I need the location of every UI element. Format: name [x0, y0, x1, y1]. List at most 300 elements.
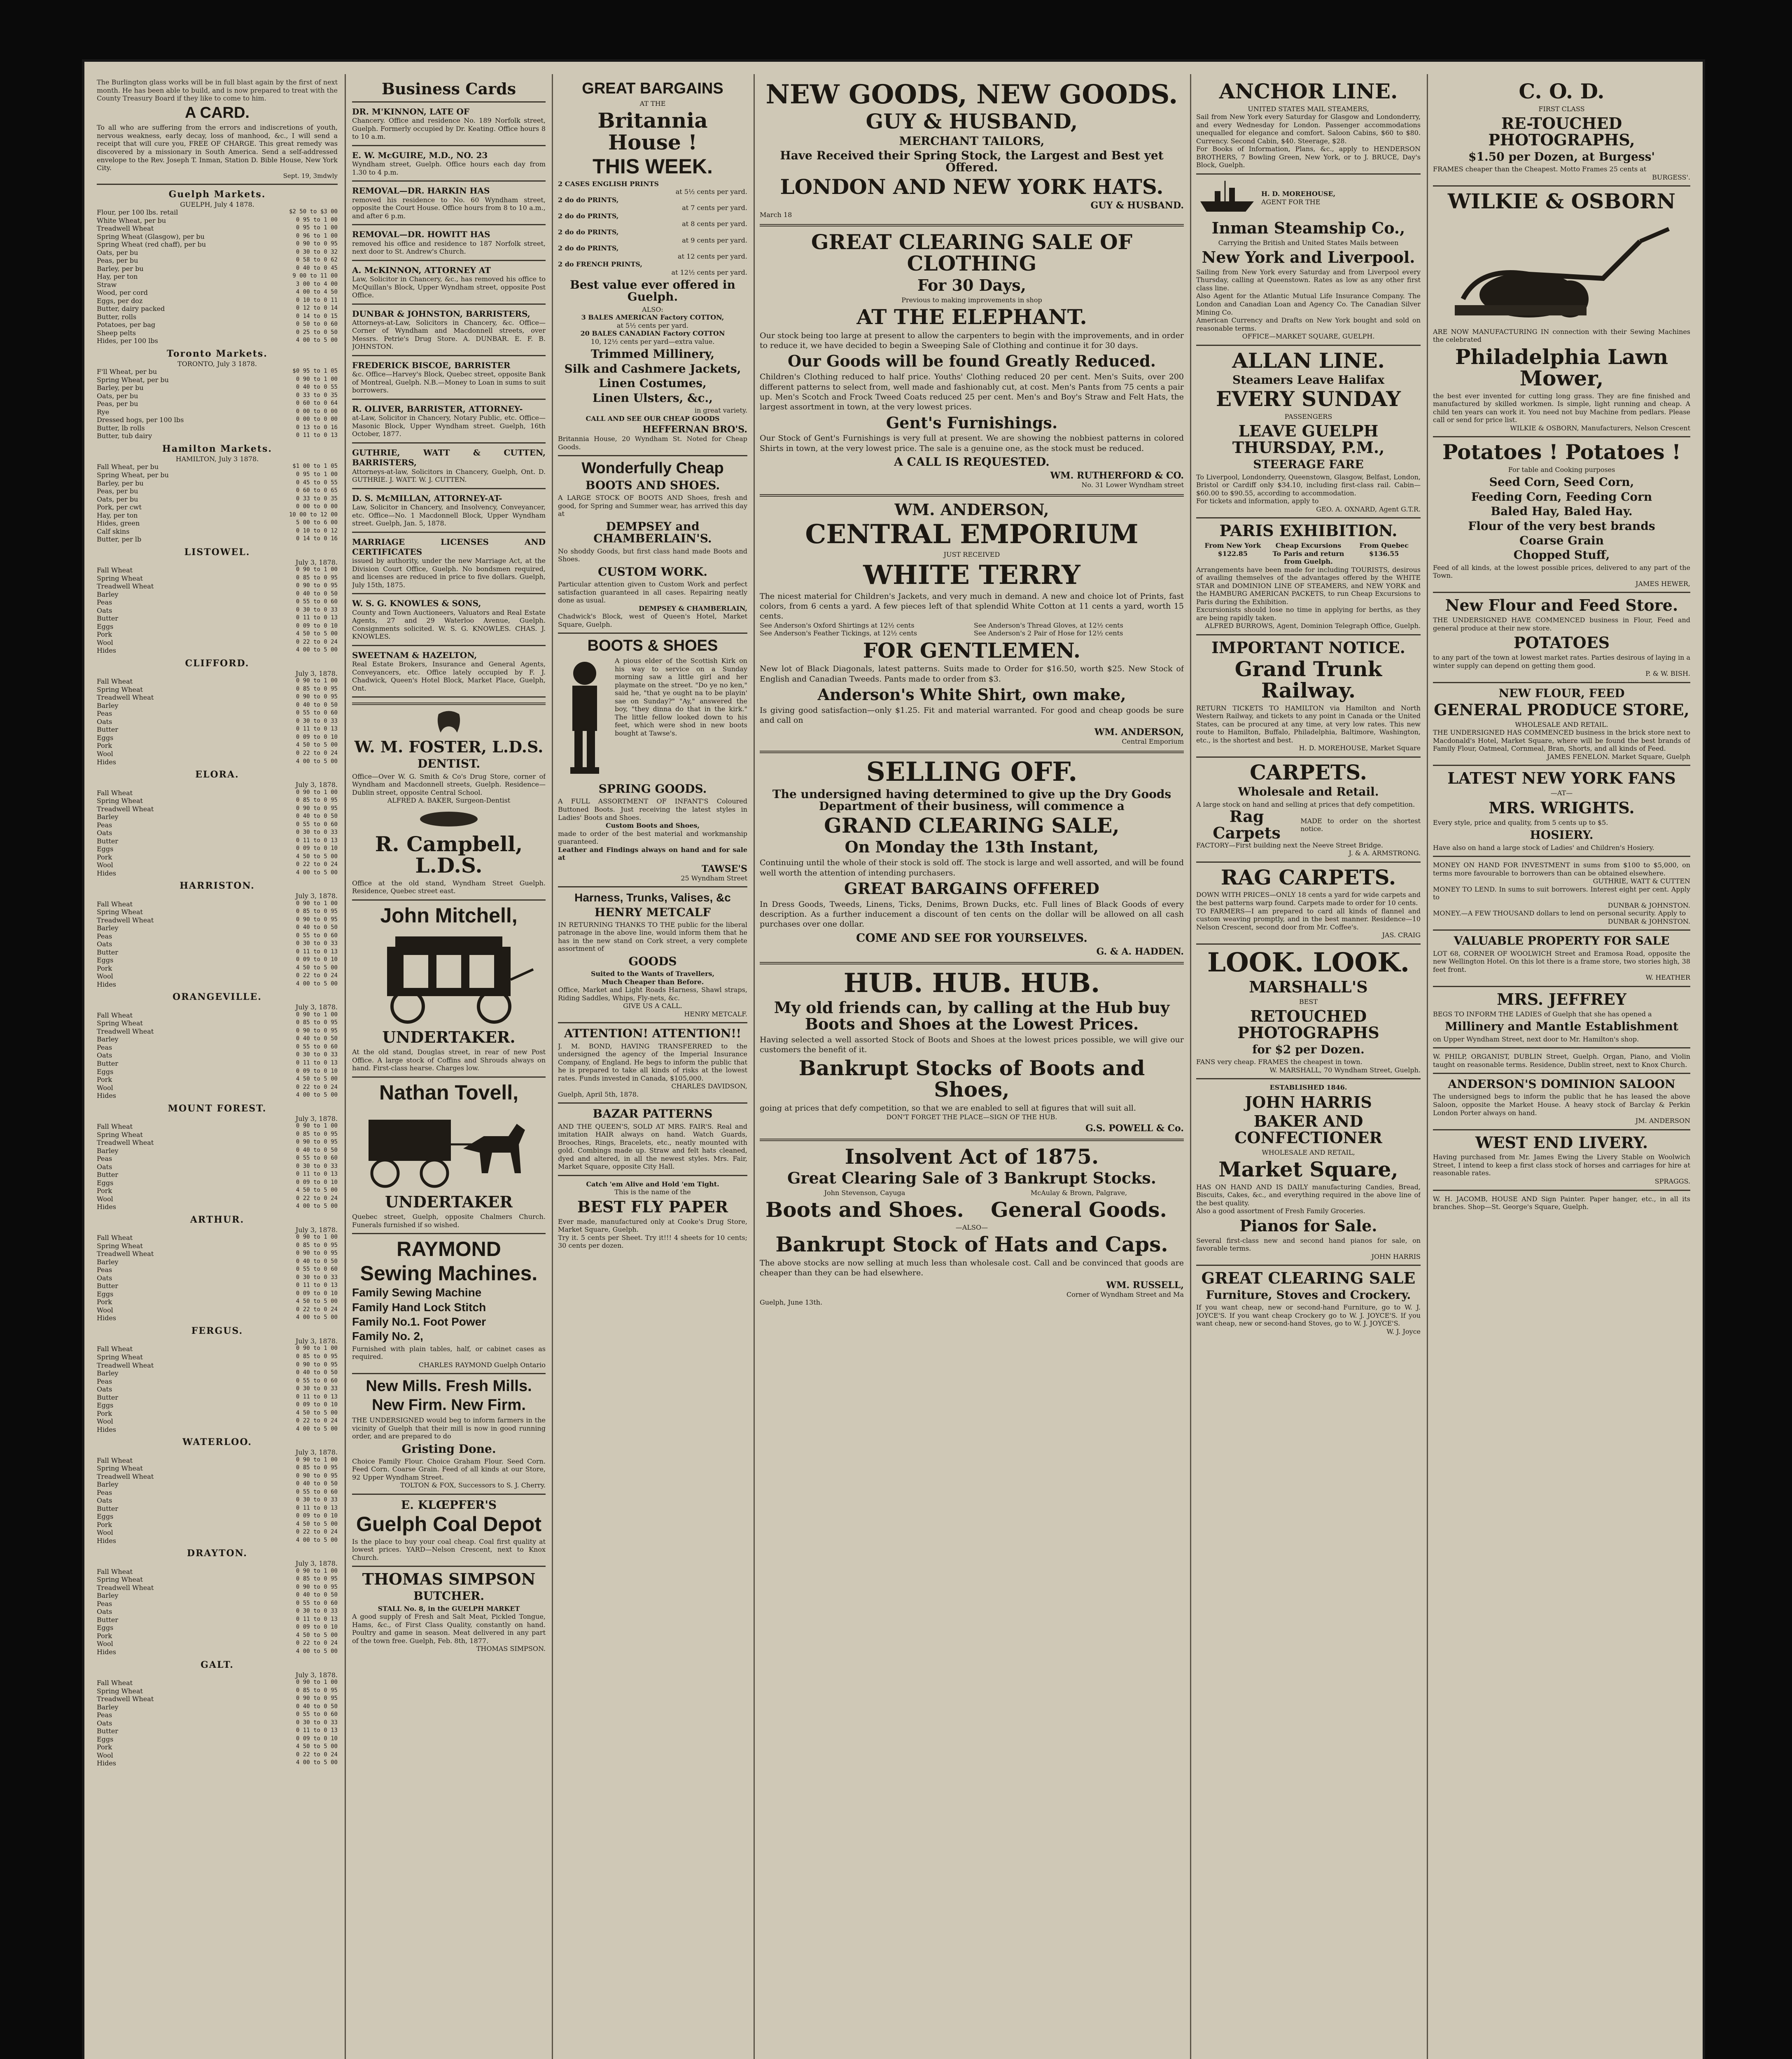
divider — [352, 399, 546, 400]
business-card-text: Wyndham street, Guelph. Office hours each day from 1.30 to 4 p.m. — [352, 160, 546, 176]
market-item: Spring Wheat — [97, 1242, 143, 1250]
market-row — [97, 1195, 338, 1203]
market-item: Treadwell Wheat — [97, 1583, 154, 1592]
market-price: 0 12 to 0 14 — [296, 305, 338, 312]
market-item: Eggs — [97, 956, 114, 964]
anderson-name: WM. ANDERSON, — [894, 500, 1049, 519]
foster-name: W. M. FOSTER, L.D.S. — [354, 738, 544, 756]
guy-sub: MERCHANT TAILORS, — [899, 134, 1045, 148]
rag-head: RAG CARPETS. — [1220, 865, 1396, 889]
market-row — [97, 900, 338, 908]
property-sig: W. HEATHER — [1645, 973, 1690, 982]
market-price: 0 11 to 0 13 — [296, 432, 338, 439]
carpets-head: CARPETS. — [1250, 760, 1367, 784]
mills-line2: New Firm. New Firm. — [372, 1396, 526, 1414]
dempsey-head1: Wonderfully Cheap — [581, 460, 724, 477]
market-item: Pork — [97, 964, 112, 972]
market-row — [97, 217, 338, 225]
market-row — [97, 1123, 338, 1131]
business-card-head: MARRIAGE LICENSES AND CERTIFICATES — [352, 537, 546, 557]
market-price: 0 90 to 0 95 — [296, 805, 338, 812]
market-item: Pork — [97, 1520, 112, 1529]
market-price: 0 85 to 0 95 — [296, 1353, 338, 1360]
potatoes-sig: JAMES HEWER, — [1636, 579, 1690, 588]
market-row — [97, 1568, 338, 1576]
morehouse-text4: American Currency and Drafts on New York bought and sold on reasonable terms. — [1196, 316, 1421, 332]
market-price: 0 85 to 0 95 — [296, 1019, 338, 1026]
insolvent-hats: Bankrupt Stock of Hats and Caps. — [775, 1232, 1168, 1257]
market-item: Pork — [97, 1076, 112, 1084]
market-price: 0 90 to 1 00 — [296, 1234, 338, 1241]
town-market-date: July 3, 1878. — [295, 1559, 338, 1568]
market-row — [97, 677, 338, 686]
dental-chair-icon — [352, 809, 546, 829]
rag-sig: JAS. CRAIG — [1382, 931, 1421, 939]
market-price: 0 30 to 0 33 — [296, 1274, 338, 1281]
business-card — [352, 448, 546, 489]
divider — [352, 145, 546, 146]
print-line: 2 do FRENCH PRINTS, — [558, 260, 642, 268]
market-price: 4 50 to 5 00 — [296, 742, 338, 749]
market-price: 0 33 to 0 35 — [296, 392, 338, 399]
market-item: Butter, lb rolls — [97, 424, 145, 432]
market-item: Barley — [97, 1035, 119, 1044]
market-price: 0 90 to 1 00 — [296, 1123, 338, 1130]
harris-sub: WHOLESALE AND RETAIL, — [1262, 1148, 1355, 1156]
hamilton-markets-date: HAMILTON, July 3 1878. — [175, 455, 259, 463]
market-price: 0 55 to 0 60 — [296, 821, 338, 828]
business-card-head: REMOVAL—DR. HARKIN HAS — [352, 186, 490, 196]
anderson-item: WHITE TERRY — [863, 559, 1080, 591]
market-price: 4 00 to 5 00 — [296, 1425, 338, 1432]
allan-steerage: STEERAGE FARE — [1253, 458, 1364, 472]
market-item: Eggs — [97, 1735, 114, 1743]
bond-text: J. M. BOND, HAVING TRANSFERRED to the undersigned the agency of the Imperial Insurance Company, of England. He begs to inform the public that he is prepared to take all kinds of risks at the lowest rates. Funds invested in Canada, $105,000. — [558, 1042, 747, 1082]
market-price: 0 90 to 0 95 — [296, 1472, 338, 1479]
harris-sig: JOHN HARRIS — [1371, 1252, 1421, 1261]
hub-bankrupt: Bankrupt Stocks of Boots and Shoes, — [798, 1055, 1145, 1102]
dempsey-text2: No shoddy Goods, but first class hand made Boots and Shoes. — [558, 547, 747, 563]
market-item: Wool — [97, 1529, 113, 1537]
potatoes-sub: For table and Cooking purposes — [1508, 465, 1615, 474]
business-card — [352, 150, 546, 182]
elephant-furnish: Gent's Furnishings. — [886, 413, 1058, 432]
market-row — [97, 1751, 338, 1760]
market-price: 0 40 to 0 50 — [296, 1369, 338, 1376]
market-price: 0 11 to 0 13 — [296, 614, 338, 621]
britannia-call: CALL AND SEE OUR CHEAP GOODS — [586, 414, 720, 423]
simpson-name: THOMAS SIMPSON — [362, 1570, 536, 1589]
joyce-text: If you want cheap, new or second-hand Furniture, go to W. J. JOYCE'S. If you want cheap Crockery go to W. J. JOYCE'S. If you want cheap, new or second-hand Stoves, go to W. J. JOYCE'S. — [1196, 1303, 1421, 1328]
britannia-week: THIS WEEK. — [593, 155, 713, 178]
allan-leave: LEAVE GUELPH THURSDAY, P.M., — [1232, 422, 1385, 457]
business-card-text: Real Estate Brokers, Insurance and General Agents, Conveyancers, etc. Office lately occupied by F. J. Chadwick, Queen's Hotel Block, Market Place, Guelph, Ont. — [352, 660, 546, 692]
insolvent-date: Guelph, June 13th. — [760, 1298, 823, 1307]
market-item: Treadwell Wheat — [97, 1472, 154, 1480]
market-item: Barley — [97, 1369, 119, 1377]
insolvent-head: Insolvent Act of 1875. — [845, 1144, 1099, 1169]
market-row — [97, 647, 338, 655]
market-price: 0 30 to 0 33 — [296, 1051, 338, 1058]
market-row — [97, 582, 338, 591]
market-row — [97, 916, 338, 924]
market-price: 0 10 to 0 12 — [296, 527, 338, 534]
market-item: Wood, per cord — [97, 289, 148, 297]
market-price: 0 09 to 0 10 — [296, 1735, 338, 1742]
market-item: Barley — [97, 701, 119, 710]
prints-list — [558, 180, 747, 276]
business-card — [352, 650, 546, 698]
dempsey-addr: Chadwick's Block, west of Queen's Hotel, Market Square, Guelph. — [558, 612, 747, 628]
britannia-good: Linen Costumes, — [599, 376, 707, 390]
market-item: Spring Wheat (red chaff), per bu — [97, 240, 206, 249]
business-card-head: FREDERICK BISCOE, BARRISTER — [352, 360, 511, 370]
main-column — [760, 78, 1184, 2059]
market-item: Butter — [97, 1282, 119, 1290]
market-item: Spring Wheat — [97, 797, 143, 805]
market-item: Barley — [97, 1146, 119, 1155]
market-row — [97, 598, 338, 607]
market-price: 0 90 to 1 00 — [296, 1345, 338, 1352]
card-text: To all who are suffering from the errors and indiscretions of youth, nervous weakness, early decay, loss of manhood, &c., I will send a receipt that will cure you, FREE OF CHARGE. This great remedy was discovered by a missionary in South America. Send a self-addressed envelope to the Rev. Joseph T. Inman, Station D. Bible House, New York City. — [97, 124, 338, 172]
anderson-see2: See Anderson's Thread Gloves, at 12½ cents — [974, 621, 1123, 629]
market-price: $0 95 to 1 05 — [292, 368, 338, 375]
market-price: 0 55 to 0 60 — [296, 1266, 338, 1273]
gtr-head: IMPORTANT NOTICE. — [1211, 638, 1405, 657]
morehouse-route: New York and Liverpool. — [1202, 248, 1415, 267]
market-row — [97, 1640, 338, 1648]
market-price: 0 90 to 1 00 — [296, 566, 338, 573]
market-price: 0 60 to 0 64 — [296, 400, 338, 407]
property-head: VALUABLE PROPERTY FOR SALE — [1454, 934, 1670, 948]
market-item: Fall Wheat, per bu — [97, 463, 159, 471]
divider — [352, 180, 546, 182]
business-card-text: removed his office and residence to 187 Norfolk street, next door to St. Andrew's Church. — [352, 239, 546, 256]
cotton1b: at 5½ cents per yard. — [616, 321, 689, 329]
market-item: Butter, dairy packed — [97, 305, 165, 313]
insolvent-right-goods: General Goods. — [991, 1198, 1167, 1222]
market-item: Hides — [97, 980, 116, 988]
marshall-best: BEST — [1299, 997, 1318, 1006]
market-price: 4 00 to 5 00 — [296, 647, 338, 654]
fans-text2: Have also on hand a large stock of Ladies' and Children's Hosiery. — [1433, 843, 1654, 852]
market-price: 0 85 to 0 95 — [296, 685, 338, 692]
metcalf-head: Harness, Trunks, Valises, &c — [574, 891, 731, 904]
market-price: 0 22 to 0 24 — [296, 638, 338, 645]
market-item: Spring Wheat — [97, 1019, 143, 1027]
market-price: 4 00 to 4 50 — [296, 289, 338, 296]
market-row — [97, 1464, 338, 1473]
market-price: 0 10 to 0 11 — [296, 296, 338, 303]
town-market-title: ELORA. — [195, 769, 239, 780]
market-item: Pork — [97, 1632, 112, 1640]
hamilton-markets-title: Hamilton Markets. — [162, 443, 273, 454]
joyce-sub: Furniture, Stoves and Crockery. — [1206, 1288, 1411, 1302]
market-row — [97, 693, 338, 702]
market-item: Treadwell Wheat — [97, 1695, 154, 1703]
market-price: 0 45 to 0 55 — [296, 479, 338, 486]
mitchell-name: John Mitchell, — [380, 903, 518, 927]
market-item: Hides — [97, 1759, 116, 1767]
anchor-head: ANCHOR LINE. — [1219, 79, 1398, 103]
property-text: LOT 68, CORNER OF WOOLWICH Street and Eramosa Road, opposite the new Wellington Hotel. On this lot there is a frame store, two stories high, 38 feet front. — [1433, 949, 1690, 973]
hearse-icon — [352, 930, 546, 1025]
cotton1: 3 BALES AMERICAN Factory COTTON, — [581, 313, 724, 322]
market-item: Hides — [97, 1203, 116, 1211]
paris-text: Arrangements have been made for including TOURISTS, desirous of availing themselves of the advantages offered by the WHITE STAR and DOMINION LINE OF STEAMERS, and NEW YORK and the HAMBURG AMERICAN PACKETS, to run Cheap Excursions to Paris during the Exhibition. — [1196, 565, 1421, 606]
market-item: Fall Wheat — [97, 900, 133, 908]
market-price: 4 00 to 5 00 — [296, 758, 338, 765]
dempsey-name: DEMPSEY and CHAMBERLAIN'S. — [593, 519, 712, 546]
divider — [352, 355, 546, 356]
market-item: Treadwell Wheat — [97, 1027, 154, 1035]
market-item: F'll Wheat, per bu — [97, 368, 157, 376]
market-price: 0 11 to 0 13 — [296, 1171, 338, 1178]
market-item: Hides — [97, 758, 116, 766]
market-price: $2 50 to $3 00 — [289, 208, 338, 215]
market-item: Hides — [97, 1314, 116, 1322]
insolvent-also: —ALSO— — [955, 1223, 988, 1231]
market-price: 0 25 to 0 50 — [296, 329, 338, 336]
market-item: Oats — [97, 1719, 112, 1727]
print-price: at 12½ cents per yard. — [671, 268, 747, 276]
market-item: Wool — [97, 1306, 113, 1314]
market-price: 0 60 to 0 65 — [296, 487, 338, 494]
feed-text: THE UNDERSIGNED HAVE COMMENCED business in Flour, Feed and general produce at their new store. — [1433, 616, 1690, 632]
divider — [352, 303, 546, 305]
cotton2b: 10, 12½ cents per yard—extra value. — [590, 337, 715, 346]
market-item: Eggs — [97, 845, 114, 853]
market-item: Barley — [97, 924, 119, 932]
market-row — [97, 1171, 338, 1179]
marshall-sig: W. MARSHALL, 70 Wyndham Street, Guelph. — [1269, 1066, 1421, 1074]
campbell-name: R. Campbell, L.D.S. — [375, 831, 523, 878]
market-item: Eggs — [97, 1513, 114, 1521]
harris-text3: Several first-class new and second hand pianos for sale, on favorable terms. — [1196, 1236, 1421, 1253]
flypaper-foot: Try it. 5 cents per Sheet. Try it!!! 4 sheets for 10 cents; 30 cents per dozen. — [558, 1233, 747, 1250]
mills-line1: New Mills. Fresh Mills. — [366, 1377, 532, 1395]
market-item: Barley, per bu — [97, 384, 144, 392]
card-tail: Sept. 19, 3mdwly — [283, 172, 338, 180]
paris-fares — [1196, 542, 1421, 566]
market-row — [97, 233, 338, 241]
market-item: Hides — [97, 1092, 116, 1100]
market-row — [97, 932, 338, 941]
market-item: Peas — [97, 1266, 112, 1274]
market-row — [97, 265, 338, 273]
market-price: 0 11 to 0 13 — [296, 1393, 338, 1400]
market-row — [97, 1679, 338, 1687]
paris-fare: Cheap Excursions To Paris and return from Guelph. — [1272, 542, 1344, 566]
business-card-text: County and Town Auctioneers, Valuators and Real Estate Agents, 27 and 29 Waterloo Avenue, Guelph. Consignments solicited. W. S. G. KNOWLES. CHAS. J. KNOWLES. — [352, 608, 546, 641]
harris-place: Market Square, — [1218, 1157, 1398, 1182]
market-row — [97, 224, 338, 233]
market-row — [97, 1489, 338, 1497]
market-price: 0 33 to 0 35 — [296, 495, 338, 502]
market-price: 0 90 to 1 00 — [296, 1456, 338, 1463]
market-price: 0 30 to 0 33 — [296, 606, 338, 613]
market-item: Eggs — [97, 1179, 114, 1187]
market-price: 0 50 to 0 60 — [296, 321, 338, 328]
market-row — [97, 964, 338, 973]
market-item: Spring Wheat — [97, 908, 143, 916]
britannia-addr: Britannia House, 20 Wyndham St. Noted for Cheap Goods. — [558, 435, 747, 451]
business-card-head: W. S. G. KNOWLES & SONS, — [352, 598, 481, 609]
toronto-markets-date: TORONTO, July 3 1878. — [177, 360, 257, 368]
market-row — [97, 837, 338, 845]
allan-every: EVERY SUNDAY — [1216, 387, 1401, 411]
market-item: Wool — [97, 638, 113, 647]
market-price: 0 09 to 0 10 — [296, 1290, 338, 1297]
market-row — [97, 1163, 338, 1171]
town-market-title: DRAYTON. — [187, 1548, 247, 1559]
market-item: Barley, per bu — [97, 264, 144, 273]
foster-title: DENTIST. — [417, 757, 481, 771]
guy-sig: GUY & HUSBAND. — [1090, 200, 1184, 211]
market-row — [97, 1290, 338, 1298]
market-price: 0 85 to 0 95 — [296, 797, 338, 804]
market-row — [97, 1687, 338, 1695]
business-card — [352, 404, 546, 444]
raymond-text: Furnished with plain tables, half, or cabinet cases as required. — [352, 1345, 546, 1361]
market-row — [97, 297, 338, 305]
market-item: Fall Wheat — [97, 1345, 133, 1353]
feed-potatoes: POTATOES — [1513, 633, 1610, 652]
market-item: Calf skins — [97, 527, 130, 535]
market-item: Dressed hogs, per 100 lbs — [97, 416, 184, 424]
market-row — [97, 1473, 338, 1481]
market-item: Hay, per ton — [97, 511, 138, 519]
column-rule — [552, 74, 553, 2059]
market-price: 0 11 to 0 13 — [296, 1060, 338, 1066]
anderson-shirt: Anderson's White Shirt, own make, — [817, 685, 1126, 704]
market-item: Butter — [97, 1615, 119, 1624]
market-row — [97, 1410, 338, 1418]
card-title: A CARD. — [185, 104, 250, 121]
market-row — [97, 710, 338, 718]
market-item: Fall Wheat — [97, 789, 133, 797]
market-price: 0 55 to 0 60 — [296, 710, 338, 717]
print-price: at 8 cents per yard. — [682, 220, 747, 228]
market-price: 0 90 to 1 00 — [296, 789, 338, 796]
rag-text2: TO FARMERS—I am prepared to card all kinds of flannel and custom weaving promptly, and in the best manner. Residence—10 Nelson Crescent, second door from Mr. Coffee's. — [1196, 907, 1421, 931]
market-item: Peas — [97, 1711, 112, 1719]
potatoes-corn2: Feeding Corn, Feeding Corn — [1471, 490, 1652, 504]
hub-text2: going at prices that defy competition, so that we are enabled to sell at figures that will suit all. — [760, 1103, 1136, 1113]
market-price: 4 00 to 5 00 — [296, 1759, 338, 1766]
market-item: Sheep pelts — [97, 329, 136, 337]
market-item: Oats, per bu — [97, 495, 138, 503]
market-price: 0 90 to 1 00 — [296, 1567, 338, 1574]
elephant-call: A CALL IS REQUESTED. — [894, 455, 1050, 469]
money-text3: MONEY.—A FEW THOUSAND dollars to lend on personal security. Apply to — [1433, 909, 1686, 917]
market-item: Fall Wheat — [97, 1234, 133, 1242]
britannia-good: Trimmed Millinery, — [590, 347, 715, 361]
market-price: 0 55 to 0 60 — [296, 1599, 338, 1606]
market-row — [97, 273, 338, 281]
mills-sig: TOLTON & FOX, Successors to S. J. Cherry. — [400, 1481, 546, 1489]
campbell-text: Office at the old stand, Wyndham Street Guelph. Residence, Quebec street east. — [352, 879, 546, 895]
elephant-text2: Our Stock of Gent's Furnishings is very full at present. We are showing the nobbiest patterns in colored Shirts in town, at the very lowest price. The sale is a genuine one, as the stock must be reduced. — [760, 434, 1184, 453]
market-item: Oats — [97, 1163, 112, 1171]
market-price: 0 90 to 0 95 — [296, 1250, 338, 1257]
market-row — [97, 1377, 338, 1386]
simpson-sub: STALL No. 8, in the GUELPH MARKET — [378, 1604, 520, 1613]
market-item: Peas — [97, 1043, 112, 1051]
market-price: 0 11 to 0 13 — [296, 726, 338, 733]
harris-est: ESTABLISHED 1846. — [1269, 1083, 1347, 1092]
guy-date: March 18 — [760, 211, 792, 219]
market-row — [97, 511, 338, 520]
market-price: 4 00 to 5 00 — [296, 337, 338, 344]
flypaper-kicker: Catch 'em Alive and Hold 'em Tight. — [586, 1180, 719, 1188]
town-market-title: WATERLOO. — [182, 1437, 252, 1448]
market-item: Eggs — [97, 1624, 114, 1632]
business-card-text: &c. Office—Harvey's Block, Quebec street, opposite Bank of Montreal, Guelph. N.B.—Money to Loan in sums to suit borrowers. — [352, 370, 546, 395]
right-column — [1433, 78, 1690, 2059]
metcalf-name: HENRY METCALF — [594, 905, 711, 919]
elephant-reduced: Our Goods will be found Greatly Reduced. — [788, 352, 1156, 371]
allan-pass: PASSENGERS — [1284, 412, 1332, 420]
market-item: Wool — [97, 1417, 113, 1426]
town-market-title: ORANGEVILLE. — [173, 992, 262, 1003]
market-item: Treadwell Wheat — [97, 1361, 154, 1369]
foster-text: Office—Over W. G. Smith & Co's Drug Store, corner of Wyndham and Macdonnell streets, Guelph. Residence—Dublin street, opposite Central School. — [352, 772, 546, 796]
market-row — [97, 1632, 338, 1640]
elephant-at: AT THE ELEPHANT. — [856, 305, 1087, 329]
divider — [352, 696, 546, 698]
market-item: Peas — [97, 1599, 112, 1608]
business-card-head: SWEETNAM & HAZELTON, — [352, 650, 477, 660]
raymond-items — [352, 1286, 546, 1342]
market-price: 0 55 to 0 60 — [296, 1488, 338, 1495]
bond-head: ATTENTION! ATTENTION!! — [564, 1027, 742, 1041]
market-price: 10 00 to 12 00 — [289, 511, 338, 518]
anderson-see1: See Anderson's Oxford Shirtings at 12½ cents — [760, 621, 915, 629]
market-row — [97, 1537, 338, 1545]
money-sig2: DUNBAR & JOHNSTON. — [1608, 901, 1690, 909]
burgess-head: C. O. D. — [1519, 79, 1605, 103]
ship-icon — [1196, 179, 1258, 217]
market-price: $1 00 to 1 05 — [292, 463, 338, 470]
market-item: Oats — [97, 829, 112, 837]
elephant-head: GREAT CLEARING SALE OF CLOTHING — [811, 229, 1133, 276]
market-item: Peas — [97, 1488, 112, 1496]
market-price: 0 11 to 0 13 — [296, 837, 338, 844]
divider — [352, 442, 546, 444]
potatoes-flour: Flour of the very best brands — [1468, 519, 1655, 533]
market-item: Spring Wheat — [97, 1130, 143, 1139]
market-item: Oats — [97, 717, 112, 726]
livery-text: Having purchased from Mr. James Ewing the Livery Stable on Woolwich Street, I intend to keep a first class stock of horses and carriages for hire at reasonable rates. — [1433, 1153, 1690, 1177]
business-card — [352, 598, 546, 646]
morehouse-office: OFFICE—MARKET SQUARE, GUELPH. — [1242, 332, 1375, 341]
market-price: 0 85 to 0 95 — [296, 1576, 338, 1583]
column-rule — [754, 74, 755, 2059]
insolvent-sig: WM. RUSSELL, — [1106, 1279, 1184, 1291]
jeffrey-text2: on Upper Wyndham Street, next door to Mr. Hamilton's shop. — [1433, 1035, 1639, 1043]
business-cards-title: Business Cards — [381, 79, 516, 98]
britannia-goods — [558, 348, 747, 404]
carpets-text: A large stock on hand and selling at prices that defy competition. — [1196, 800, 1415, 808]
market-price: 0 85 to 0 95 — [296, 1687, 338, 1694]
market-item: Oats — [97, 1051, 112, 1060]
market-item: Pork — [97, 630, 112, 639]
market-price: 4 50 to 5 00 — [296, 630, 338, 637]
market-item: Butter — [97, 1504, 119, 1513]
business-card-text: removed his residence to No. 60 Wyndham street, opposite the Court House. Office hours from 8 to 10 a.m., and after 6 p.m. — [352, 196, 546, 220]
hadden-come: COME AND SEE FOR YOURSELVES. — [856, 931, 1088, 945]
